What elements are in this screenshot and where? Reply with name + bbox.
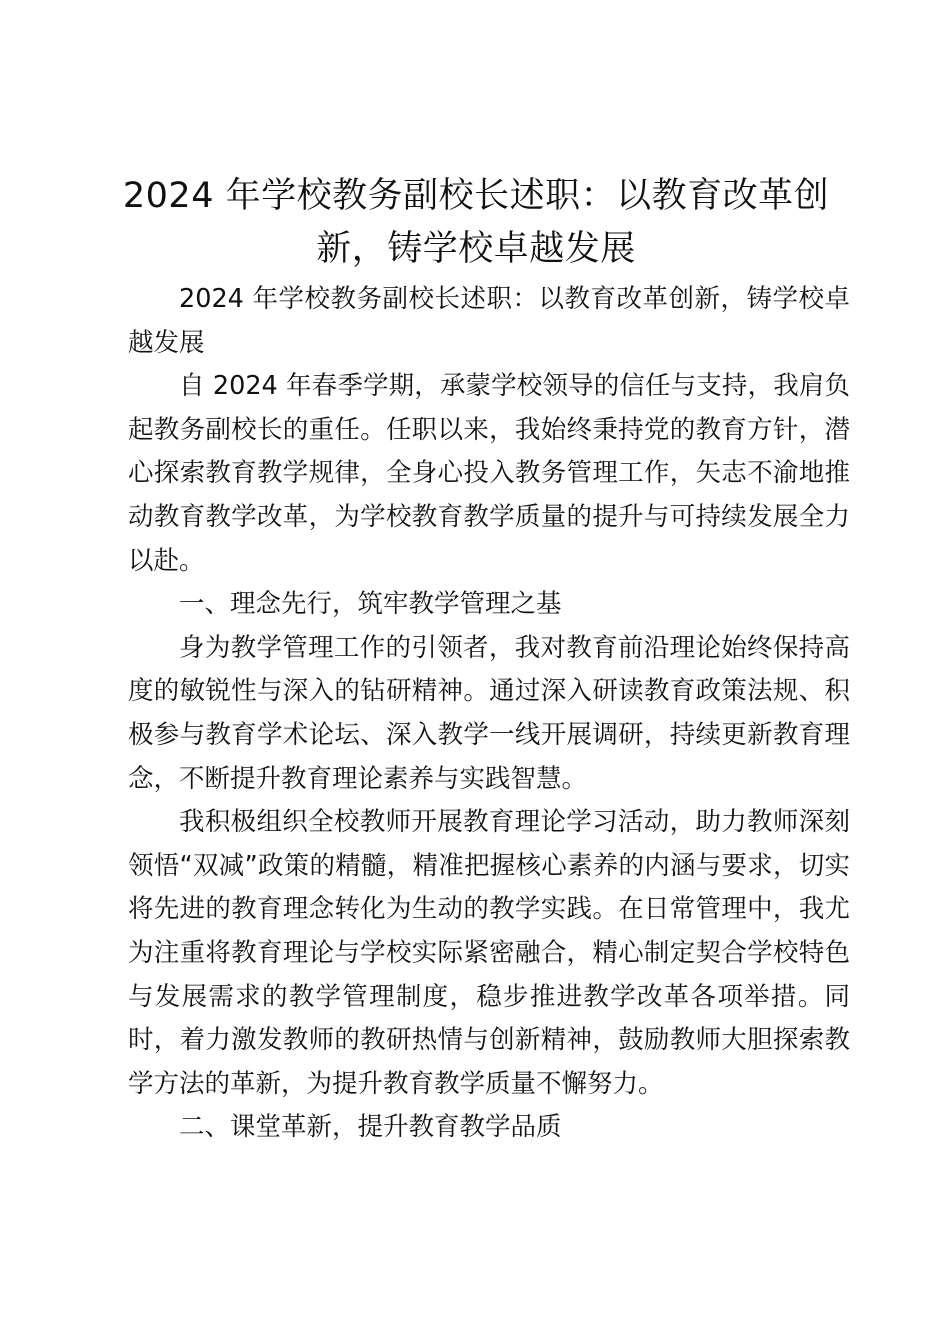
section-heading-1: 一、理念先行，筑牢教学管理之基: [179, 589, 562, 620]
intro-paragraph: 自 2024 年春季学期，承蒙学校领导的信任与支持，我肩负起教务副校长的重任。任职以来，我始终秉持党的教育方针，潜心探索教育教学规律，全身心投入教务管理工作，矢志不渝地推动教育教学改革，为学校教育教学质量的提升与可持续发展全力以赴。: [128, 371, 850, 576]
body-paragraph: 身为教学管理工作的引领者，我对教育前沿理论始终保持高度的敏锐性与深入的钻研精神。通过深入研读教育政策法规、积极参与教育学术论坛、深入教学一线开展调研，持续更新教育理念，不断提升教育理论素养与实践智慧。: [128, 632, 850, 794]
document-body: [128, 278, 850, 1150]
document-title: 2024 年学校教务副校长述职：以教育改革创新，铸学校卓越发展: [122, 176, 830, 269]
section-heading-2: 二、课堂革新，提升教育教学品质: [179, 1112, 562, 1143]
body-paragraph: 我积极组织全校教师开展教育理论学习活动，助力教师深刻领悟“双减”政策的精髓，精准把握核心素养的内涵与要求，切实将先进的教育理念转化为生动的教学实践。在日常管理中，我尤为注重将教育理论与学校实际紧密融合，精心制定契合学校特色与发展需求的教学管理制度，稳步推进教学改革各项举措。同时，着力激发教师的教研热情与创新精神，鼓励教师大胆探索教学方法的革新，为提升教育教学质量不懈努力。: [128, 807, 850, 1099]
subtitle-paragraph: 2024 年学校教务副校长述职：以教育改革创新，铸学校卓越发展: [128, 284, 850, 358]
